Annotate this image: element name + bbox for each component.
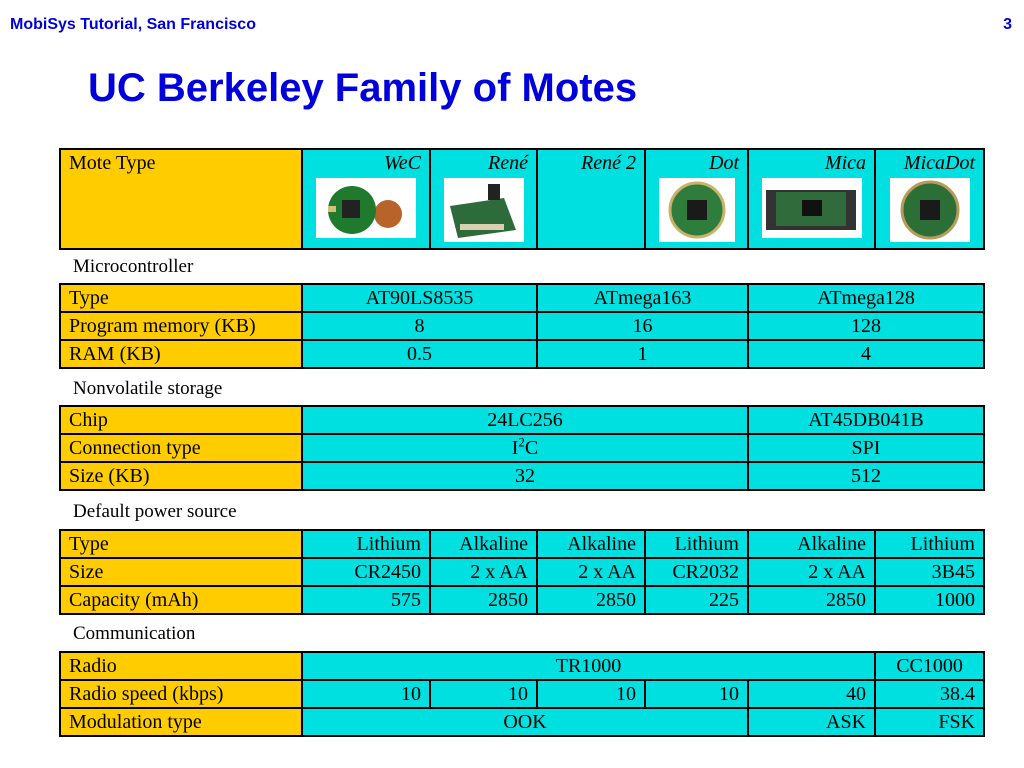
table-cell: AT90LS8535 bbox=[302, 284, 537, 312]
mote-cell-rene bbox=[430, 149, 537, 249]
table-cell: 10 bbox=[430, 680, 537, 708]
connection-i: I bbox=[511, 437, 519, 459]
connection-superscript: 2 bbox=[518, 434, 525, 450]
mote-cell-mica bbox=[748, 149, 875, 249]
table-cell: 3B45 bbox=[875, 558, 984, 586]
table-cell: 2850 bbox=[748, 586, 875, 614]
section-storage: Nonvolatile storage bbox=[73, 378, 223, 399]
micadot-mote-photo bbox=[890, 178, 970, 242]
table-cell: TR1000 bbox=[302, 652, 875, 680]
mote-name: MicaDot bbox=[903, 152, 975, 174]
table-cell: 575 bbox=[302, 586, 430, 614]
table-row bbox=[60, 558, 984, 586]
table-cell: Lithium bbox=[302, 530, 430, 558]
table-cell: 2 x AA bbox=[537, 558, 645, 586]
table-row bbox=[60, 680, 984, 708]
connection-c: C bbox=[524, 437, 539, 459]
table-row bbox=[60, 708, 984, 736]
table-cell: 16 bbox=[537, 312, 748, 340]
table-cell: Alkaline bbox=[430, 530, 537, 558]
mote-name: WeC bbox=[383, 152, 421, 174]
table-row bbox=[60, 406, 984, 434]
table-cell: Alkaline bbox=[748, 530, 875, 558]
mote-name: René bbox=[488, 152, 528, 174]
mote-cell-dot bbox=[645, 149, 748, 249]
table-cell: CR2032 bbox=[645, 558, 748, 586]
table-row bbox=[60, 312, 984, 340]
section-power: Default power source bbox=[73, 501, 237, 522]
table-row bbox=[60, 652, 984, 680]
row-label: Modulation type bbox=[60, 708, 302, 736]
section-microcontroller: Microcontroller bbox=[73, 256, 194, 277]
table-cell: 128 bbox=[748, 312, 984, 340]
section-communication: Communication bbox=[73, 623, 196, 644]
table-cell: 2 x AA bbox=[748, 558, 875, 586]
table-cell: ATmega128 bbox=[748, 284, 984, 312]
mote-cell-rene2 bbox=[537, 149, 645, 249]
row-label: Radio speed (kbps) bbox=[60, 680, 302, 708]
table-cell: CC1000 bbox=[875, 652, 984, 680]
mote-type-table bbox=[59, 148, 985, 250]
table-cell: Lithium bbox=[645, 530, 748, 558]
rene-mote-photo bbox=[444, 178, 524, 242]
row-label: RAM (KB) bbox=[60, 340, 302, 368]
table-cell: 38.4 bbox=[875, 680, 984, 708]
table-cell: 225 bbox=[645, 586, 748, 614]
table-cell: 10 bbox=[645, 680, 748, 708]
mote-cell-micadot bbox=[875, 149, 984, 249]
table-row bbox=[60, 462, 984, 490]
row-label: Type bbox=[60, 530, 302, 558]
table-cell: 2 x AA bbox=[430, 558, 537, 586]
table-cell: 1000 bbox=[875, 586, 984, 614]
table-row bbox=[60, 434, 984, 462]
table-cell: AT45DB041B bbox=[748, 406, 984, 434]
table-row bbox=[60, 530, 984, 558]
table-cell: 10 bbox=[302, 680, 430, 708]
row-label: Program memory (KB) bbox=[60, 312, 302, 340]
table-cell: 1 bbox=[537, 340, 748, 368]
table-cell: 2850 bbox=[537, 586, 645, 614]
table-cell: 512 bbox=[748, 462, 984, 490]
row-label: Radio bbox=[60, 652, 302, 680]
microcontroller-table bbox=[59, 283, 985, 369]
table-cell: 4 bbox=[748, 340, 984, 368]
table-row bbox=[60, 149, 984, 249]
mica-mote-photo bbox=[762, 178, 862, 238]
dot-mote-photo bbox=[659, 178, 735, 242]
mote-name: René 2 bbox=[581, 152, 636, 174]
row-label: Size (KB) bbox=[60, 462, 302, 490]
table-cell: 32 bbox=[302, 462, 748, 490]
mote-cell-wec bbox=[302, 149, 430, 249]
mote-name: Mica bbox=[824, 152, 866, 174]
table-cell: 2850 bbox=[430, 586, 537, 614]
row-label: Capacity (mAh) bbox=[60, 586, 302, 614]
slide-title: UC Berkeley Family of Motes bbox=[88, 66, 638, 110]
page-number: 3 bbox=[1003, 16, 1012, 33]
table-cell: SPI bbox=[748, 434, 984, 462]
storage-table bbox=[59, 405, 985, 491]
table-cell: ATmega163 bbox=[537, 284, 748, 312]
table-cell: Alkaline bbox=[537, 530, 645, 558]
table-cell: 40 bbox=[748, 680, 875, 708]
table-cell: 0.5 bbox=[302, 340, 537, 368]
table-cell: 24LC256 bbox=[302, 406, 748, 434]
row-label: Connection type bbox=[60, 434, 302, 462]
table-cell: CR2450 bbox=[302, 558, 430, 586]
table-row bbox=[60, 340, 984, 368]
power-table bbox=[59, 529, 985, 615]
mote-name: Dot bbox=[709, 152, 739, 174]
row-label: Chip bbox=[60, 406, 302, 434]
table-cell: FSK bbox=[875, 708, 984, 736]
table-cell: OOK bbox=[302, 708, 748, 736]
row-label: Size bbox=[60, 558, 302, 586]
wec-mote-photo bbox=[316, 178, 416, 238]
table-cell: ASK bbox=[748, 708, 875, 736]
communication-table bbox=[59, 651, 985, 737]
table-cell: 8 bbox=[302, 312, 537, 340]
table-cell bbox=[302, 434, 748, 462]
footer-venue: MobiSys Tutorial, San Francisco bbox=[10, 16, 256, 33]
row-label: Mote Type bbox=[60, 149, 302, 249]
table-cell: 10 bbox=[537, 680, 645, 708]
table-row bbox=[60, 586, 984, 614]
row-label: Type bbox=[60, 284, 302, 312]
table-cell: Lithium bbox=[875, 530, 984, 558]
table-row bbox=[60, 284, 984, 312]
